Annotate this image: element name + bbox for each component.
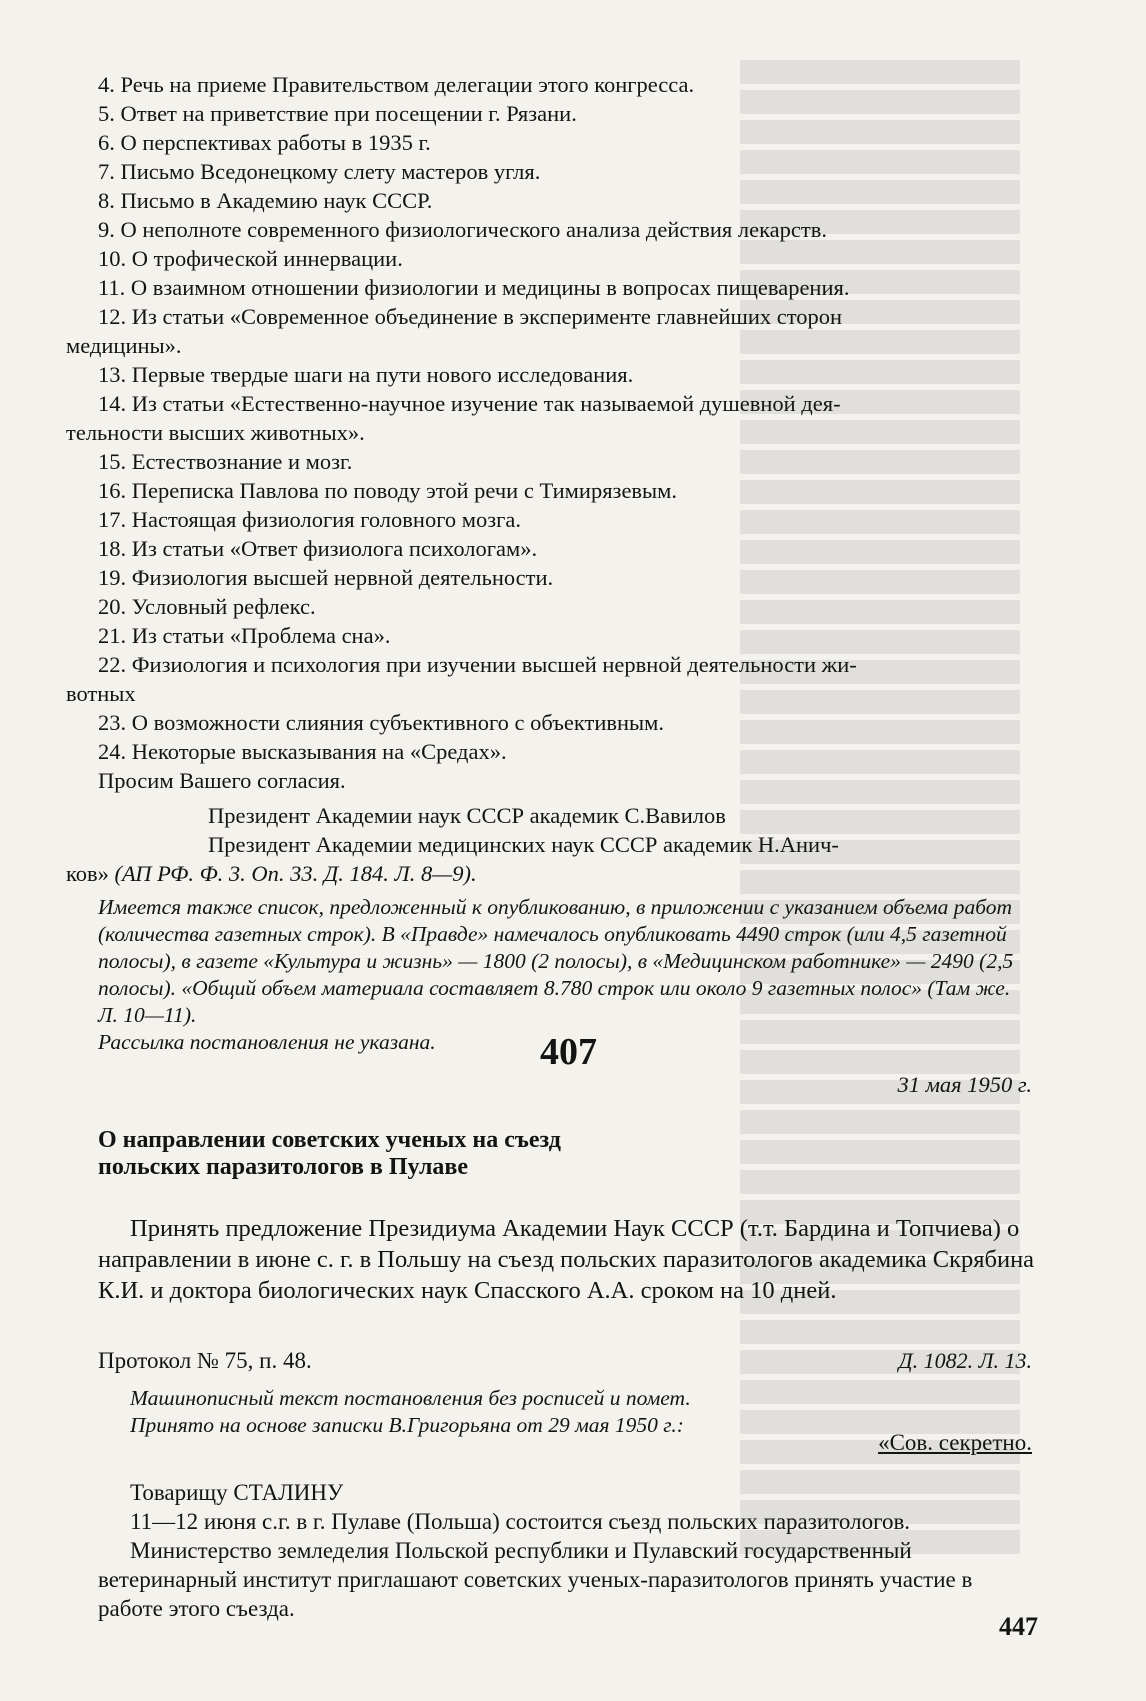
typescript-note-line-2: Принято на основе записки В.Григорьяна от 29 мая 1950 г.: bbox=[130, 1413, 684, 1437]
letter-paragraph-1: 11—12 июня с.г. в г. Пулаве (Польша) состоится съезд польских паразитологов. bbox=[130, 1509, 911, 1534]
letter-addressee: Товарищу СТАЛИНУ bbox=[130, 1480, 344, 1505]
document-title-line-2: польских паразитологов в Пулаве bbox=[98, 1154, 469, 1180]
list-item: 22. Физиология и психология при изучении высшей нервной деятельности жи- bbox=[98, 652, 857, 677]
document-title-line-1: О направлении советских ученых на съезд bbox=[98, 1127, 561, 1153]
page-number: 447 bbox=[999, 1612, 1038, 1641]
list-item: тельности высших животных». bbox=[66, 420, 365, 445]
document-date: 31 мая 1950 г. bbox=[897, 1072, 1032, 1097]
list-item: 5. Ответ на приветствие при посещении г. Рязани. bbox=[98, 101, 577, 126]
list-item: 15. Естествознание и мозг. bbox=[98, 449, 353, 474]
document-number: 407 bbox=[540, 1031, 597, 1073]
protocol-reference: Д. 1082. Л. 13. bbox=[898, 1348, 1032, 1373]
letter-to-stalin bbox=[98, 1478, 1036, 1623]
protocol: Протокол № 75, п. 48. bbox=[98, 1348, 312, 1373]
list-item: 4. Речь на приеме Правительством делегации этого конгресса. bbox=[98, 72, 695, 97]
list-item: 21. Из статьи «Проблема сна». bbox=[98, 623, 391, 648]
decision-text bbox=[98, 1213, 1036, 1306]
list-item: 11. О взаимном отношении физиологии и медицины в вопросах пищеварения. bbox=[98, 275, 850, 300]
archive-citation: (АП РФ. Ф. 3. Оп. 33. Д. 184. Л. 8—9). bbox=[114, 861, 477, 886]
list-item: 10. О трофической иннервации. bbox=[98, 246, 403, 271]
list-item: 9. О неполноте современного физиологического анализа действия лекарств. bbox=[98, 217, 827, 242]
list-item: 17. Настоящая физиология головного мозга. bbox=[98, 507, 521, 532]
decision-body: Принять предложение Президиума Академии Наук СССР (т.т. Бардина и Топчиева) о направлении в июне с. г. в Польшу на съезд польских паразитологов академика Скрябина К.И. и доктора биологических наук Спасского А.А. сроком на 10 дней. bbox=[98, 1215, 1035, 1304]
list-item: 6. О перспективах работы в 1935 г. bbox=[98, 130, 431, 155]
signature-anichkov: Президент Академии медицинских наук СССР академик Н.Анич- bbox=[208, 832, 839, 857]
editorial-note: Имеется также список, предложенный к опубликованию, в приложении с указанием объема работ (количества газетных строк). В «Правде» намечалось опубликовать 4490 строк (или 4,5 газетной полосы), в газете «Культура и жизнь» — 1800 (2 полосы), в «Медицинском работнике» — 2490 (2,5 полосы). «Общий объем материала составляет 8.780 строк или около 9 газетных полос» (Там же. Л. 10—11). bbox=[98, 895, 1014, 1027]
list-item: 8. Письмо в Академию наук СССР. bbox=[98, 188, 433, 213]
letter-paragraph-2: Министерство земледелия Польской республики и Пулавский государственный ветеринарный институт приглашают советских ученых-паразитологов принять участие в работе этого съезда. bbox=[98, 1538, 973, 1621]
list-item: 23. О возможности слияния субъективного с объективным. bbox=[98, 710, 665, 735]
list-item: 7. Письмо Вседонецкому слету мастеров угля. bbox=[98, 159, 541, 184]
closing-request: Просим Вашего согласия. bbox=[98, 768, 346, 793]
editorial-note-distribution: Рассылка постановления не указана. bbox=[98, 1030, 436, 1054]
secrecy-stamp: «Сов. секретно. bbox=[878, 1430, 1032, 1455]
typescript-note-line-1: Машинописный текст постановления без росписей и помет. bbox=[130, 1386, 691, 1410]
publication-list bbox=[66, 70, 1032, 1056]
list-item: вотных bbox=[66, 681, 136, 706]
list-item: 20. Условный рефлекс. bbox=[98, 594, 316, 619]
list-item: медицины». bbox=[66, 333, 182, 358]
list-item: 13. Первые твердые шаги на пути нового исследования. bbox=[98, 362, 634, 387]
list-item: 14. Из статьи «Естественно-научное изучение так называемой душевной дея- bbox=[98, 391, 841, 416]
signature-tail: ков» bbox=[66, 861, 109, 886]
document-title bbox=[98, 1127, 561, 1181]
list-item: 12. Из статьи «Современное объединение в эксперименте главнейших сторон bbox=[98, 304, 843, 329]
typescript-note bbox=[130, 1385, 691, 1439]
list-item: 16. Переписка Павлова по поводу этой речи с Тимирязевым. bbox=[98, 478, 678, 503]
list-item: 19. Физиология высшей нервной деятельности. bbox=[98, 565, 554, 590]
signature-block bbox=[66, 801, 1032, 888]
list-item: 18. Из статьи «Ответ физиолога психологам». bbox=[98, 536, 538, 561]
signature-vavilov: Президент Академии наук СССР академик С.Вавилов bbox=[208, 803, 726, 828]
list-item: 24. Некоторые высказывания на «Средах». bbox=[98, 739, 507, 764]
